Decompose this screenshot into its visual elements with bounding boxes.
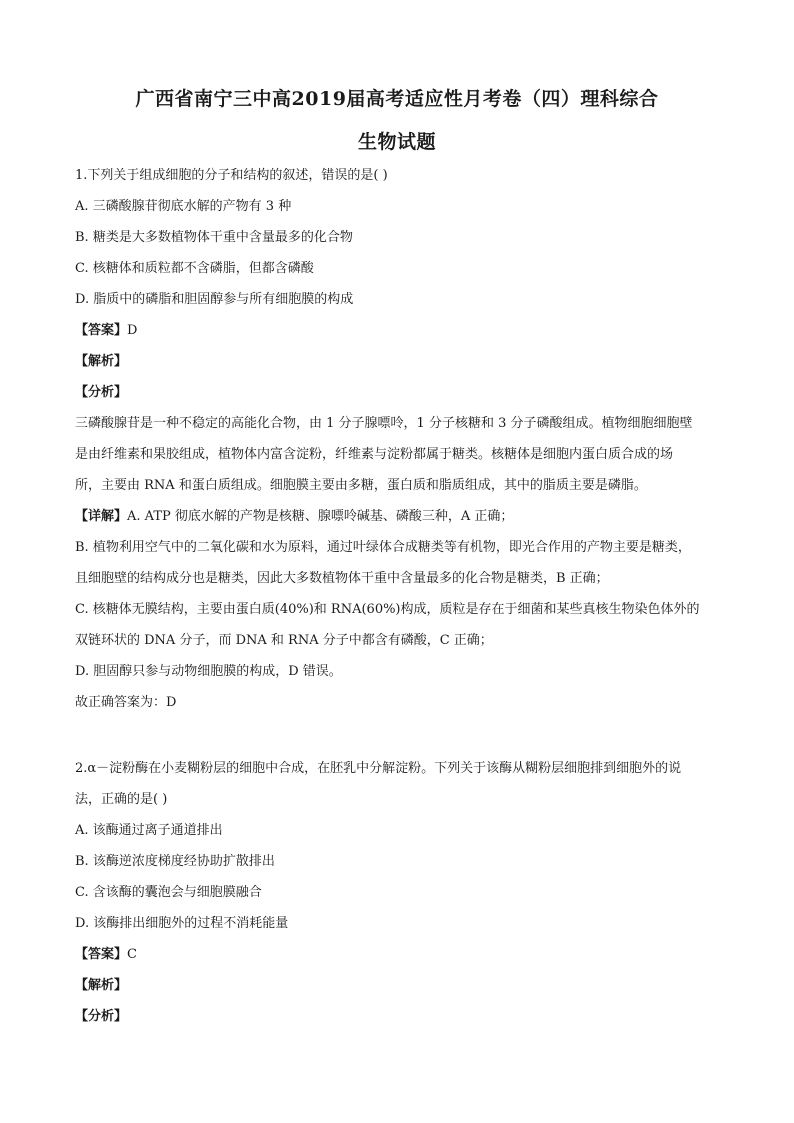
q1-option-a: A. 三磷酸腺苷彻底水解的产物有 3 种 xyxy=(75,199,292,214)
q2-option-c: C. 含该酶的囊泡会与细胞膜融合 xyxy=(75,885,262,900)
q1-xiangjie-first: A. ATP 彻底水解的产物是核糖、腺嘌呤碱基、磷酸三种，A 正确； xyxy=(127,509,514,524)
q1-analysis-tag: 【解析】 xyxy=(75,354,128,369)
q2-option-d: D. 该酶排出细胞外的过程不消耗能量 xyxy=(75,916,289,931)
q1-fenxi-line: 是由纤维素和果胶组成，植物体内富含淀粉，纤维素与淀粉都属于糖类。核糖体是细胞内蛋白质合成的场 xyxy=(75,447,674,462)
q2-answer-tag: 【答案】 xyxy=(75,947,128,962)
document-title: 广西省南宁三中高2019届高考适应性月考卷（四）理科综合 xyxy=(135,88,659,110)
q2-answer-value: C xyxy=(127,947,137,962)
q1-xiangjie-tag: 【详解】 xyxy=(75,509,128,524)
document-subtitle: 生物试题 xyxy=(357,131,436,153)
q1-answer-value: D xyxy=(127,323,138,338)
q1-detail-line: 双链环状的 DNA 分子，而 DNA 和 RNA 分子中都含有磷酸，C 正确； xyxy=(75,633,493,648)
q1-detail-line: B. 植物利用空气中的二氧化碳和水为原料，通过叶绿体合成糖类等有机物，即光合作用的产物主要是糖类， xyxy=(75,540,691,555)
q2-option-a: A. 该酶通过离子通道排出 xyxy=(75,823,223,838)
q2-analysis-tag: 【解析】 xyxy=(75,978,128,993)
q1-detail-line: 且细胞壁的结构成分也是糖类，因此大多数植物体干重中含量最多的化合物是糖类，B 正确； xyxy=(75,571,609,586)
q1-detail-line: C. 核糖体无膜结构，主要由蛋白质(40%)和 RNA(60%)构成，质粒是存在于细菌和某些真核生物染色体外的 xyxy=(75,602,700,617)
q1-fenxi-tag: 【分析】 xyxy=(75,385,128,400)
q1-fenxi-line: 所，主要由 RNA 和蛋白质组成。细胞膜主要由多糖，蛋白质和脂质组成，其中的脂质主要是磷脂。 xyxy=(75,478,647,493)
q2-stem-line: 2.α－淀粉酶在小麦糊粉层的细胞中合成，在胚乳中分解淀粉。下列关于该酶从糊粉层细胞排到细胞外的说 xyxy=(75,761,682,776)
q1-option-c: C. 核糖体和质粒都不含磷脂，但都含磷酸 xyxy=(75,261,314,276)
q2-option-b: B. 该酶逆浓度梯度经协助扩散排出 xyxy=(75,854,275,869)
q1-detail-line: D. 胆固醇只参与动物细胞膜的构成，D 错误。 xyxy=(75,664,342,679)
q1-final-answer: 故正确答案为：D xyxy=(75,695,177,710)
q2-answer xyxy=(75,947,725,963)
q2-stem-line: 法，正确的是( ) xyxy=(75,792,168,807)
q1-answer xyxy=(75,323,725,339)
q2-fenxi-tag: 【分析】 xyxy=(75,1009,128,1024)
q1-answer-tag: 【答案】 xyxy=(75,323,128,338)
q1-option-b: B. 糖类是大多数植物体干重中含量最多的化合物 xyxy=(75,230,353,245)
q1-fenxi-line: 三磷酸腺苷是一种不稳定的高能化合物，由 1 分子腺嘌呤，1 分子核糖和 3 分子磷酸组成。植物细胞细胞壁 xyxy=(75,416,693,431)
q1-option-d: D. 脂质中的磷脂和胆固醇参与所有细胞膜的构成 xyxy=(75,292,354,307)
q1-xiangjie xyxy=(75,509,725,525)
q1-stem: 1.下列关于组成细胞的分子和结构的叙述，错误的是( ) xyxy=(75,168,388,183)
